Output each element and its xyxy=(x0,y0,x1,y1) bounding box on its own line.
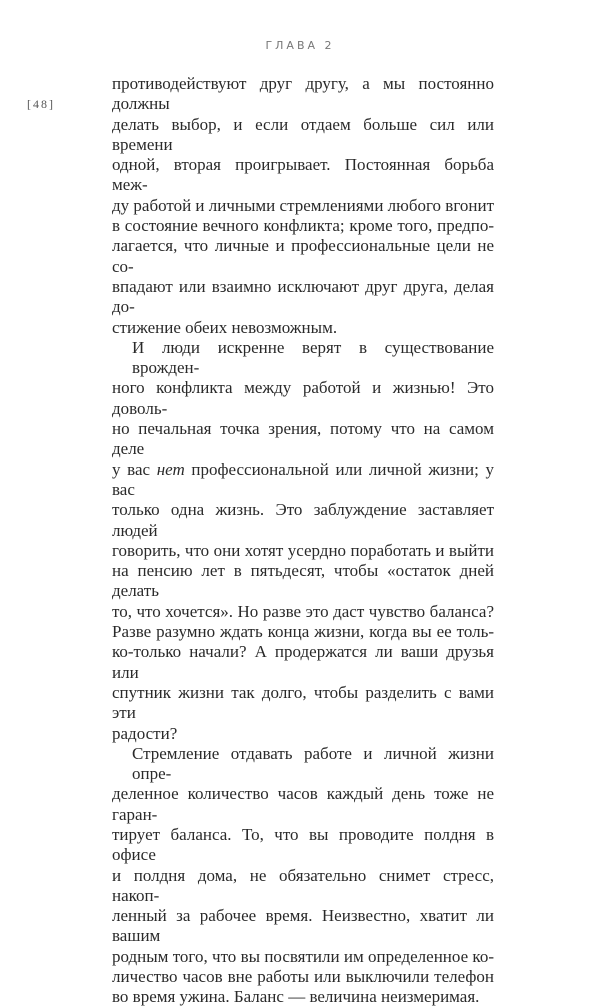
text-line: лагается, что личные и профессиональные цели не со- xyxy=(112,236,494,276)
text-line: и полдня дома, не обязательно снимет стресс, накоп- xyxy=(112,865,494,905)
chapter-header: ГЛАВА 2 xyxy=(265,39,335,52)
text-line: только одна жизнь. Это заблуждение заставляет людей xyxy=(112,500,494,540)
text-line: делать выбор, и если отдаем больше сил или времени xyxy=(112,114,494,154)
paragraph xyxy=(112,744,494,1008)
text-line: на пенсию лет в пятьдесят, чтобы «остаток дней делать xyxy=(112,561,494,601)
text-line: ду работой и личными стремлениями любого вгонит xyxy=(112,195,494,215)
text-line: Разве разумно ждать конца жизни, когда вы ее толь- xyxy=(112,622,494,642)
text-span: у вас xyxy=(112,459,157,479)
text-span: профессиональной или личной жизни; у вас xyxy=(112,459,494,499)
text-line: личество часов вне работы или выключили телефон xyxy=(112,967,494,987)
page-number: [48] xyxy=(27,97,55,111)
text-line: то, что хочется». Но разве это даст чувство баланса? xyxy=(112,601,494,621)
text-line: во время ужина. Баланс — величина неизмеримая. xyxy=(112,987,480,1007)
text-line xyxy=(112,460,494,501)
text-line: стижение обеих невозможным. xyxy=(112,317,338,337)
text-line: ко-только начали? А продержатся ли ваши друзья или xyxy=(112,642,494,682)
text-line: спутник жизни так долго, чтобы разделить с вами эти xyxy=(112,682,494,723)
text-line: родным того, что вы посвятили им определенное ко- xyxy=(112,946,494,966)
text-line: ленный за рабочее время. Неизвестно, хватит ли вашим xyxy=(112,906,494,946)
text-line: деленное количество часов каждый день тоже не гаран- xyxy=(112,784,494,824)
text-line: Стремление отдавать работе и личной жизни опре- xyxy=(132,743,494,784)
text-line: впадают или взаимно исключают друг друга, делая до- xyxy=(112,276,494,317)
text-line: ного конфликта между работой и жизнью! Это доволь- xyxy=(112,378,494,418)
body-text xyxy=(112,74,494,1008)
text-line: противодействуют друг другу, а мы постоянно должны xyxy=(112,74,494,114)
text-line: но печальная точка зрения, потому что на самом деле xyxy=(112,419,494,459)
paragraph xyxy=(112,338,494,744)
text-line: И люди искренне верят в существование врожден- xyxy=(132,337,494,378)
text-line: в состояние вечного конфликта; кроме того, предпо- xyxy=(112,216,494,236)
text-line: говорить, что они хотят усердно поработать и выйти xyxy=(112,540,494,560)
paragraph xyxy=(112,74,494,338)
text-line: тирует баланса. То, что вы проводите полдня в офисе xyxy=(112,824,494,865)
text-line: радости? xyxy=(112,723,178,743)
emphasis-text: нет xyxy=(156,459,185,479)
text-line: одной, вторая проигрывает. Постоянная борьба меж- xyxy=(112,155,494,195)
